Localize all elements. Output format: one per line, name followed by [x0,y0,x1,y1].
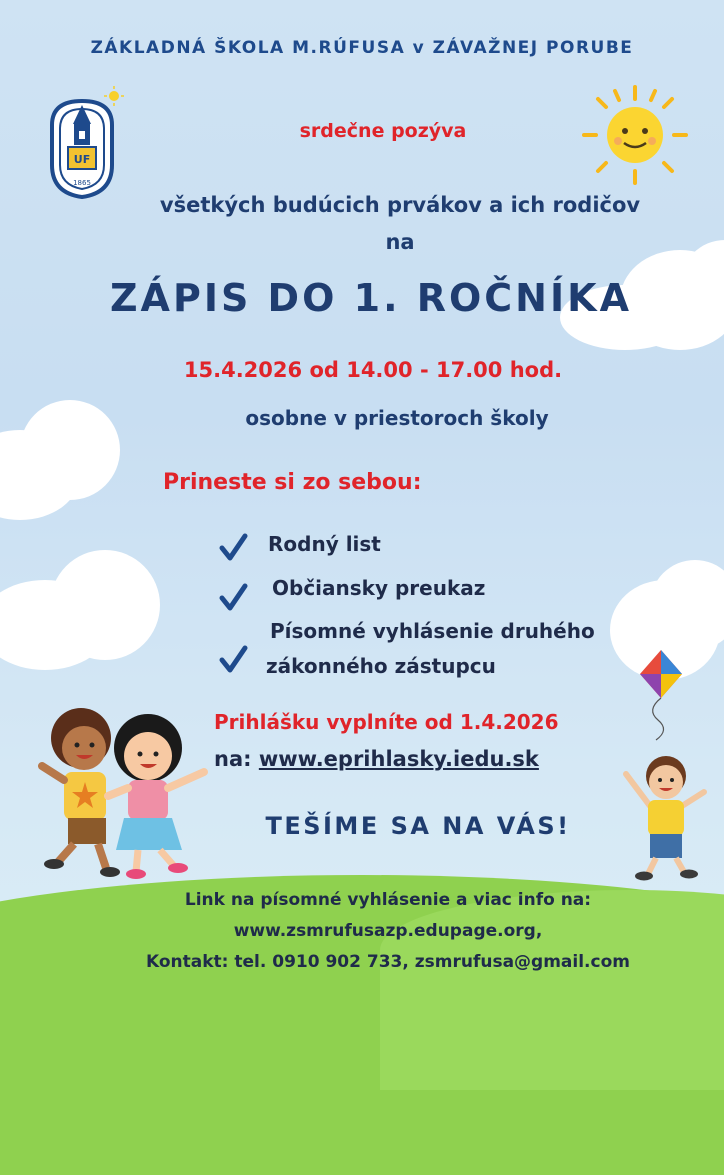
bring-item-id-card: Občiansky preukaz [272,576,486,600]
bring-item-statement-line2: zákonného zástupcu [266,654,496,678]
main-title: ZÁPIS DO 1. ROČNÍKA [110,276,632,320]
footer-website: www.zsmrufusazp.edupage.org, [233,921,543,941]
footer-contact: Kontakt: tel. 0910 902 733, zsmrufusa@gmail.com [145,952,630,972]
application-link[interactable]: www.eprihlasky.iedu.sk [258,747,539,771]
cloud-left-low [0,550,170,670]
application-prefix: na: [214,747,252,771]
kite-icon [636,648,686,743]
bring-item-birth-certificate: Rodný list [268,532,381,556]
children-illustration [36,700,211,885]
bring-heading: Prineste si zo sebou: [163,470,422,495]
logo-year: 1865 [73,179,91,187]
checkmark-icon [218,583,248,613]
invitation-line2: na [385,230,415,254]
application-text: Prihlášku vyplníte od 1.4.2026 [214,710,559,734]
place-text: osobne v priestoroch školy [245,406,549,430]
small-sun-icon [104,86,124,106]
see-you-text: TEŠÍME SA NA VÁS! [265,812,571,840]
grass-hill-light [380,890,724,1090]
application-link-row [214,747,539,771]
invitation-line1: všetkých budúcich prvákov a ich rodičov [159,193,641,217]
invites-text: srdečne pozýva [299,120,467,142]
date-time: 15.4.2026 od 14.00 - 17.00 hod. [183,358,563,382]
checkmark-icon [218,645,248,675]
footer-line1: Link na písomné vyhlásenie a viac info na: [184,890,592,910]
school-logo-icon [46,95,118,200]
svg-text:UF: UF [73,153,91,166]
bring-item-statement-line1: Písomné vyhlásenie druhého [270,619,595,643]
school-name: ZÁKLADNÁ ŠKOLA M.RÚFUSA v ZÁVAŽNEJ PORUBE [90,38,634,58]
checkmark-icon [218,533,248,563]
